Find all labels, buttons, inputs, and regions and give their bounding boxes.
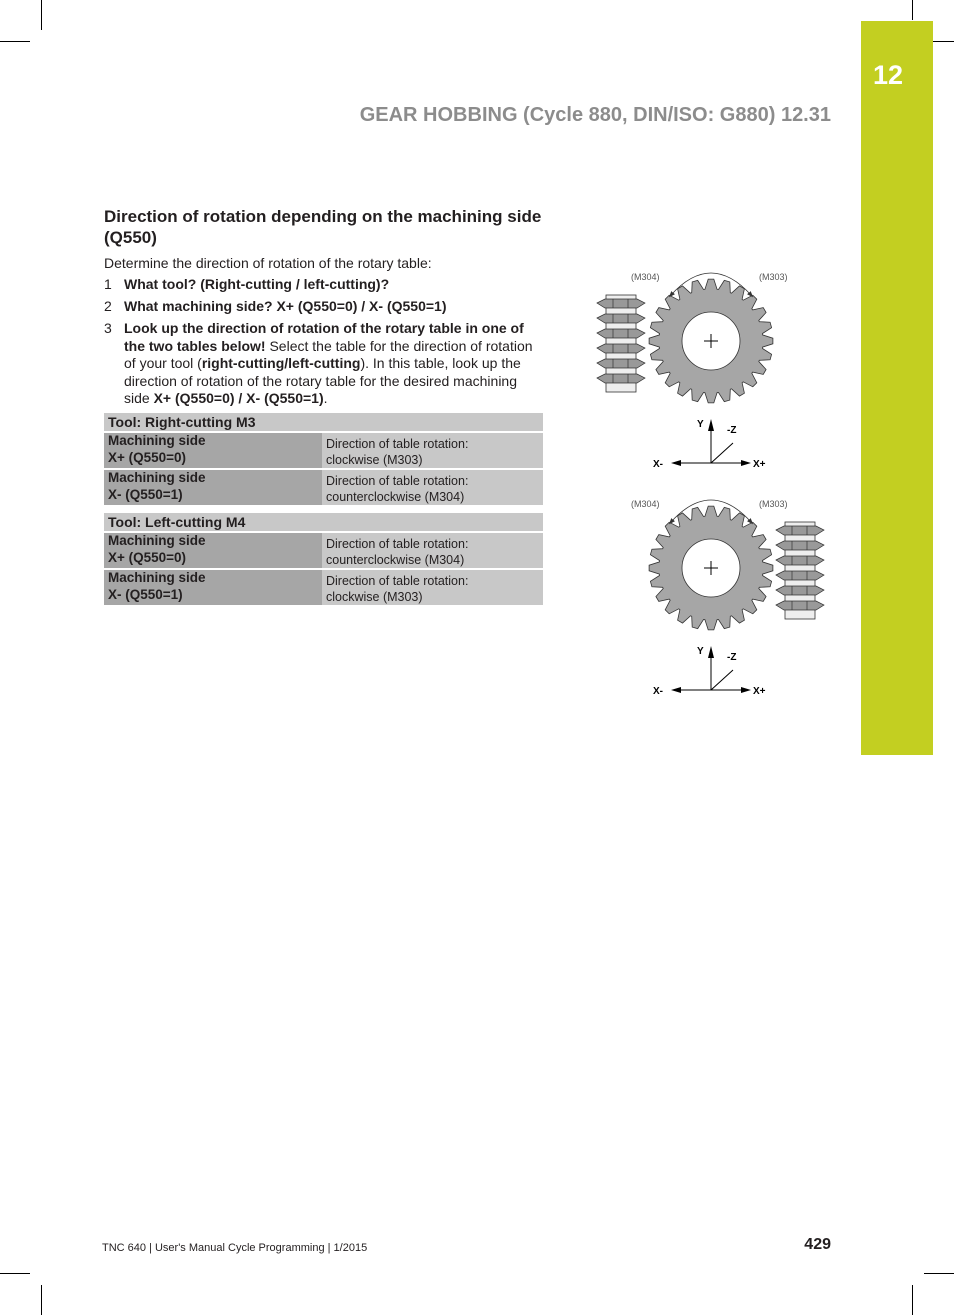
table-title: Tool: Right-cutting M3 bbox=[104, 413, 543, 432]
machining-side-cell bbox=[104, 532, 322, 569]
z-axis-label: -Z bbox=[727, 425, 737, 436]
hob-tooth bbox=[776, 556, 824, 565]
machining-side-cell bbox=[104, 469, 322, 506]
x-plus-label: X+ bbox=[753, 686, 766, 697]
hob-tooth bbox=[776, 601, 824, 610]
gear-diagram-right bbox=[590, 260, 810, 480]
right-cutting-table bbox=[104, 413, 543, 507]
footer: TNC 640 | User's Manual Cycle Programming | 1/2015 bbox=[102, 1242, 368, 1254]
step-text: What machining side? X+ (Q550=0) / X- (Q550=1) bbox=[124, 298, 447, 314]
x-plus-label: X+ bbox=[753, 459, 766, 470]
cw-label: (M303) bbox=[759, 499, 788, 509]
y-axis-label: Y bbox=[697, 419, 704, 430]
hob-tooth bbox=[597, 299, 645, 308]
hob-tooth bbox=[776, 571, 824, 580]
cell-text: Machining side bbox=[108, 570, 206, 585]
step-text-bold: X+ (Q550=0) / X- (Q550=1) bbox=[153, 390, 324, 406]
step-text: . bbox=[323, 390, 328, 406]
section-title: Direction of rotation depending on the machining side (Q550) bbox=[104, 207, 542, 247]
table-row bbox=[104, 569, 543, 606]
machining-side-cell bbox=[104, 569, 322, 606]
table-title: Tool: Left-cutting M4 bbox=[104, 513, 543, 532]
crop-mark bbox=[0, 41, 30, 42]
cell-text: X- (Q550=1) bbox=[108, 486, 183, 502]
step-number: 2 bbox=[104, 298, 112, 314]
cell-text: clockwise (M303) bbox=[326, 590, 423, 604]
x-minus-label: X- bbox=[653, 459, 663, 470]
ccw-label: (M304) bbox=[631, 272, 660, 282]
cell-text: Direction of table rotation: bbox=[326, 537, 469, 551]
step-number: 3 bbox=[104, 320, 112, 336]
list-item bbox=[104, 320, 544, 408]
machining-side-cell bbox=[104, 432, 322, 469]
gear-diagram-left bbox=[590, 487, 840, 707]
cell-text: counterclockwise (M304) bbox=[326, 490, 465, 504]
step-text-bold: Look up the direction of rotation of the rotary table in one of the two tables below! bbox=[124, 320, 524, 354]
list-item bbox=[104, 276, 544, 294]
hob-tooth bbox=[776, 541, 824, 550]
hob-tooth bbox=[776, 586, 824, 595]
direction-cell bbox=[322, 432, 543, 469]
intro-text: Determine the direction of rotation of the rotary table: bbox=[104, 255, 432, 271]
table-row bbox=[104, 469, 543, 506]
left-cutting-table bbox=[104, 513, 543, 607]
hob-tooth bbox=[776, 526, 824, 535]
direction-cell bbox=[322, 569, 543, 606]
y-axis-label: Y bbox=[697, 646, 704, 657]
crop-mark bbox=[41, 1285, 42, 1315]
step-number: 1 bbox=[104, 276, 112, 292]
step-text: ). In this table, look up the direction of rotation of the rotary table for the desired machining side bbox=[124, 355, 521, 406]
table-row bbox=[104, 432, 543, 469]
cell-text: X- (Q550=1) bbox=[108, 586, 183, 602]
chapter-number: 12 bbox=[873, 60, 904, 90]
cell-text: Machining side bbox=[108, 433, 206, 448]
step-text: Select the table for the direction of rotation of your tool ( bbox=[124, 337, 533, 371]
hob-tooth bbox=[597, 344, 645, 353]
cell-text: Machining side bbox=[108, 470, 206, 485]
page-number: 429 bbox=[804, 1236, 831, 1253]
step-text: What tool? (Right-cutting / left-cutting)? bbox=[124, 276, 390, 292]
crop-mark bbox=[0, 1273, 30, 1274]
list-item bbox=[104, 298, 544, 316]
z-axis-label: -Z bbox=[727, 652, 737, 663]
cell-text: Direction of table rotation: bbox=[326, 474, 469, 488]
table-row bbox=[104, 532, 543, 569]
crop-mark bbox=[912, 0, 913, 20]
direction-cell bbox=[322, 532, 543, 569]
cell-text: clockwise (M303) bbox=[326, 453, 423, 467]
cell-text: Direction of table rotation: bbox=[326, 574, 469, 588]
crop-mark bbox=[924, 1273, 954, 1274]
cell-text: Machining side bbox=[108, 533, 206, 548]
x-minus-label: X- bbox=[653, 686, 663, 697]
chapter-tab bbox=[861, 21, 933, 755]
hob-tooth bbox=[597, 374, 645, 383]
cw-label: (M303) bbox=[759, 272, 788, 282]
cell-text: X+ (Q550=0) bbox=[108, 549, 187, 565]
step-text-bold: right-cutting/left-cutting bbox=[201, 355, 361, 371]
hob-tooth bbox=[597, 329, 645, 338]
cell-text: X+ (Q550=0) bbox=[108, 449, 187, 465]
running-header: GEAR HOBBING (Cycle 880, DIN/ISO: G880) 12.31 bbox=[359, 104, 831, 126]
direction-cell bbox=[322, 469, 543, 506]
hob-tooth bbox=[597, 359, 645, 368]
hob-tooth bbox=[597, 314, 645, 323]
ccw-label: (M304) bbox=[631, 499, 660, 509]
cell-text: counterclockwise (M304) bbox=[326, 553, 465, 567]
cell-text: Direction of table rotation: bbox=[326, 437, 469, 451]
crop-mark bbox=[41, 0, 42, 30]
crop-mark bbox=[912, 1285, 913, 1315]
